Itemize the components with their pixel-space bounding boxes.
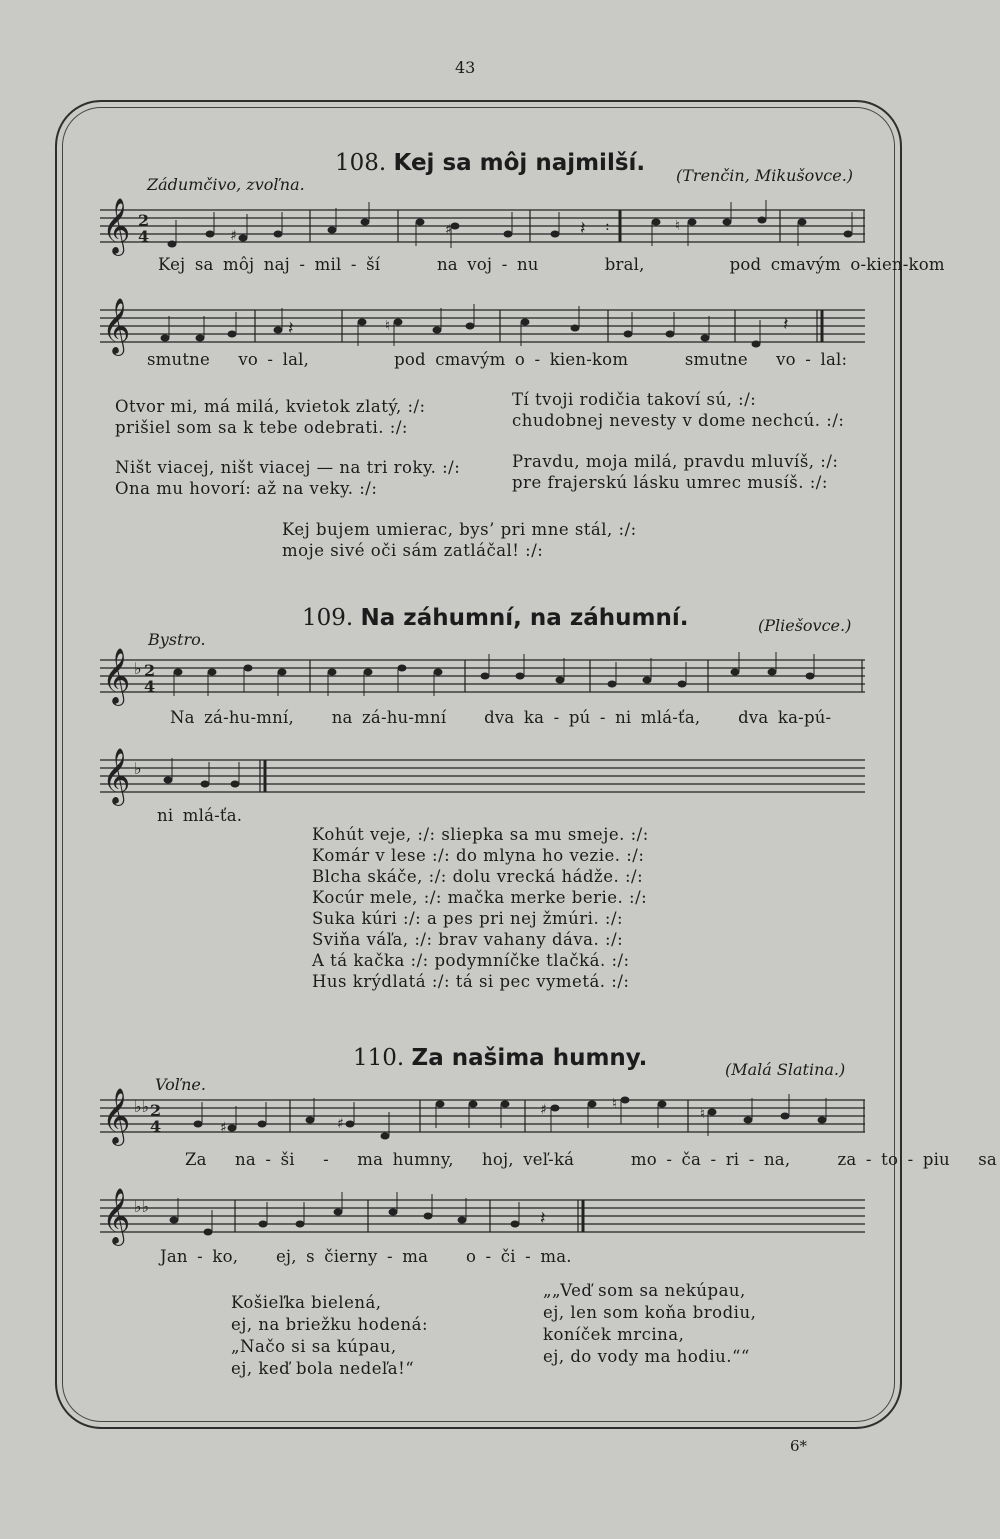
verse-line: Suka kúri :/: a pes pri nej žmúri. :/: <box>312 909 624 928</box>
song-109-lyrics-line-1: Na zá-hu-mní, na zá-hu-mní dva ka - pú - ni mlá-ťa, dva ka-pú- <box>170 708 832 727</box>
verse-line: Kohút veje, :/: sliepka sa mu smeje. :/: <box>312 825 649 844</box>
song-108-verse-4: Pravdu, moja milá, pravdu mluvíš, :/: pre frajerskú lásku umrec musíš. :/: <box>512 452 839 492</box>
svg-text:♭♭: ♭♭ <box>134 1197 150 1216</box>
svg-text:♮: ♮ <box>385 318 391 334</box>
svg-text:𝄽: 𝄽 <box>783 314 789 335</box>
svg-text::: : <box>605 218 610 234</box>
svg-text:♭♭: ♭♭ <box>134 1097 150 1116</box>
verse-line: Kocúr mele, :/: mačka merke berie. :/: <box>312 888 648 907</box>
verse-line: Blcha skáče, :/: dolu vrecká hádže. :/: <box>312 867 644 886</box>
treble-clef-icon: 𝄞 <box>102 298 131 354</box>
song-109-number: 109. <box>302 605 354 631</box>
song-108-staff-1 <box>100 190 870 260</box>
verse-line: Košieľka bielená, <box>231 1293 382 1312</box>
treble-clef-icon: 𝄞 <box>102 198 131 254</box>
svg-text:♯: ♯ <box>337 1116 344 1132</box>
verse-line: A tá kačka :/: podymníčke tlačká. :/: <box>312 951 630 970</box>
song-108-verse-1: Otvor mi, má milá, kvietok zlatý, :/: prišiel som sa k tebe odebrati. :/: <box>115 397 426 437</box>
svg-text:♯: ♯ <box>230 228 237 244</box>
verse-line: Komár v lese :/: do mlyna ho vezie. :/: <box>312 846 645 865</box>
footer-signature-mark: 6* <box>790 1437 808 1455</box>
song-108-number: 108. <box>335 150 387 176</box>
svg-text:♮: ♮ <box>612 1096 618 1112</box>
svg-text:𝄽: 𝄽 <box>540 1208 546 1229</box>
svg-text:♮: ♮ <box>700 1106 706 1122</box>
svg-text:♯: ♯ <box>220 1120 227 1136</box>
verse-line: „„Veď som sa nekúpau, <box>543 1281 746 1300</box>
treble-clef-icon: 𝄞 <box>102 648 131 704</box>
svg-text:𝄽: 𝄽 <box>288 318 294 339</box>
svg-text:4: 4 <box>150 1117 162 1136</box>
svg-text:𝄽: 𝄽 <box>580 218 586 239</box>
svg-text:4: 4 <box>138 227 150 246</box>
svg-text:♯: ♯ <box>445 222 452 238</box>
svg-text:2: 2 <box>150 1101 162 1120</box>
verse-line: Sviňa váľa, :/: brav vahany dáva. :/: <box>312 930 624 949</box>
svg-text:♭: ♭ <box>134 759 142 778</box>
verse-line: ej, keď bola nedeľa!“ <box>231 1359 415 1378</box>
svg-text:2: 2 <box>144 661 156 680</box>
svg-text:♯: ♯ <box>540 1102 547 1118</box>
song-108-lyrics-line-2: smutne vo - lal, pod cmavým o - kien-kom smutne vo - lal: <box>147 350 848 369</box>
verse-line: „Načo si sa kúpau, <box>231 1337 397 1356</box>
song-109-verses <box>312 824 649 992</box>
song-108-origin: (Trenčin, Mikušovce.) <box>676 166 854 185</box>
song-110-lyrics-line-2: Jan - ko, ej, s čierny - ma o - či - ma. <box>160 1247 572 1266</box>
song-109-origin: (Pliešovce.) <box>758 616 852 635</box>
verse-line: ej, na briežku hodená: <box>231 1315 429 1334</box>
song-110-staff-2 <box>100 1180 870 1250</box>
song-108-verse-5: Kej bujem umierac, bys’ pri mne stál, :/: moje sivé oči sám zatláčal! :/: <box>282 520 637 560</box>
song-110-title <box>353 1045 647 1071</box>
song-110-lyrics-line-1: Za na - ši - ma humny, hoj, veľ-ká mo - ča - ri - na, za - to - piu sa <box>185 1150 997 1169</box>
svg-text:4: 4 <box>144 677 156 696</box>
svg-text:2: 2 <box>138 211 150 230</box>
song-110-number: 110. <box>353 1045 405 1071</box>
song-108-title-text: Kej sa môj najmilší. <box>393 150 646 176</box>
song-109-tempo: Bystro. <box>148 630 206 649</box>
song-109-lyrics-line-2: ni mlá-ťa. <box>157 806 243 825</box>
svg-text:♮: ♮ <box>675 218 681 234</box>
song-108-tempo: Zádumčivo, zvoľna. <box>147 175 305 194</box>
verse-line: ej, do vody ma hodiu.““ <box>543 1347 750 1366</box>
song-109-title <box>302 605 688 631</box>
treble-clef-icon: 𝄞 <box>102 748 131 804</box>
song-109-staff-2 <box>100 740 870 810</box>
song-109-staff-1 <box>100 640 870 710</box>
verse-line: Hus krýdlatá :/: tá si pec vymetá. :/: <box>312 972 630 991</box>
song-109-title-text: Na záhumní, na záhumní. <box>360 605 689 631</box>
treble-clef-icon: 𝄞 <box>102 1188 131 1244</box>
song-110-verse-left <box>231 1292 428 1380</box>
verse-line: koníček mrcina, <box>543 1325 685 1344</box>
song-110-origin: (Malá Slatina.) <box>725 1060 846 1079</box>
song-108-verse-3: Ništ viacej, ništ viacej — na tri roky. :/: Ona mu hovorí: až na veky. :/: <box>115 458 461 498</box>
page-number: 43 <box>455 58 476 77</box>
song-110-tempo: Voľne. <box>155 1075 206 1094</box>
svg-text:♭: ♭ <box>134 659 142 678</box>
song-110-title-text: Za našima humny. <box>411 1045 648 1071</box>
treble-clef-icon: 𝄞 <box>102 1088 131 1144</box>
verse-line: ej, len som koňa brodiu, <box>543 1303 757 1322</box>
song-110-staff-1 <box>100 1080 870 1150</box>
song-108-lyrics-line-1: Kej sa môj naj - mil - ší na voj - nu bral, pod cmavým o-kien-kom <box>158 255 945 274</box>
song-110-verse-right <box>543 1280 756 1368</box>
song-108-verse-2: Tí tvoji rodičia takoví sú, :/: chudobnej nevesty v dome nechcú. :/: <box>512 390 845 430</box>
song-108-title <box>335 150 645 176</box>
